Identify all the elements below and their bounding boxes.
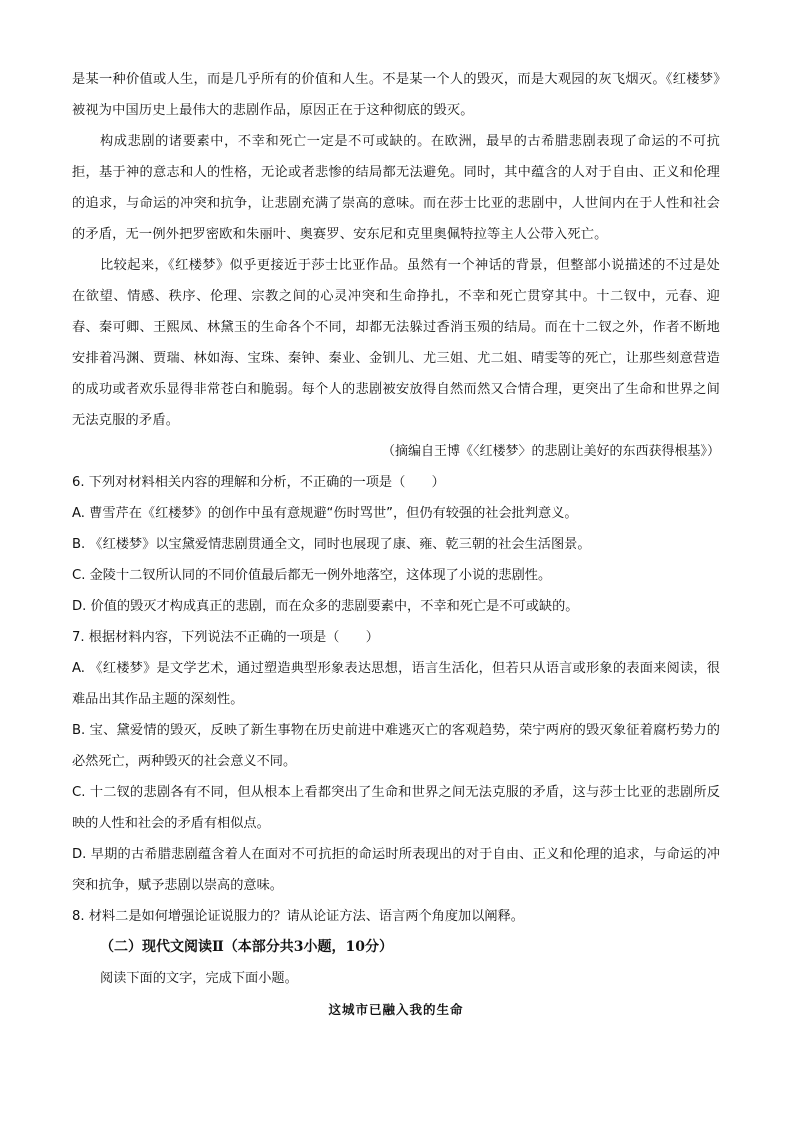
question-6-option-d: D. 价值的毁灭才构成真正的悲剧，而在众多的悲剧要素中，不幸和死亡是不可或缺的。	[72, 599, 579, 614]
question-6-stem: 6. 下列对材料相关内容的理解和分析，不正确的一项是（ ）	[72, 475, 445, 490]
question-6-option-b: B. 《红楼梦》以宝黛爱情悲剧贯通全文，同时也展现了康、雍、乾三朝的社会生活图景。	[72, 537, 591, 552]
question-8-stem: 8. 材料二是如何增强论证说服力的？请从论证方法、语言两个角度加以阐释。	[72, 909, 524, 924]
question-7-option-b: B. 宝、黛爱情的毁灭，反映了新生事物在历史前进中难逃灭亡的客观趋势，荣宁两府的毁灭象征着腐朽势力的必然死亡，两种毁灭的社会意义不同。	[72, 723, 720, 769]
question-6-option-a: A. 曹雪芹在《红楼梦》的创作中虽有意规避“伤时骂世”，但仍有较强的社会批判意义。	[72, 506, 578, 521]
question-6	[72, 467, 720, 622]
page-content	[72, 64, 720, 1025]
passage-source: （摘编自王博《〈红楼梦〉的悲剧让美好的东西获得根基》）	[381, 444, 720, 459]
passage-paragraph-3: 比较起来，《红楼梦》似乎更接近于莎士比亚作品。虽然有一个神话的背景，但整部小说描述的不过是处在欲望、情感、秩序、伦理、宗教之间的心灵冲突和生命挣扎，不幸和死亡贯穿其中。十二钗中，元春、迎春、秦可卿、王熙凤、林黛玉的生命各个不同，却都无法躲过香消玉殒的结局。而在十二钗之外，作者不断地安排着冯渊、贾瑞、林如海、宝珠、秦钟、秦业、金钏儿、尤三姐、尤二姐、晴雯等的死亡，让那些刻意营造的成功或者欢乐显得非常苍白和脆弱。每个人的悲剧被安放得自然而然又合情合理，更突出了生命和世界之间无法克服的矛盾。	[72, 258, 720, 428]
section-instruction: 阅读下面的文字，完成下面小题。	[100, 971, 298, 986]
passage-title: 这城市已融入我的生命	[328, 1002, 464, 1017]
section-heading: （二）现代文阅读Ⅱ（本部分共3小题，10分）	[100, 939, 394, 955]
question-7-option-d: D. 早期的古希腊悲剧蕴含着人在面对不可抗拒的命运时所表现出的对于自由、正义和伦理的追求，与命运的冲突和抗争，赋予悲剧以崇高的意味。	[72, 847, 720, 893]
question-7	[72, 622, 720, 901]
question-6-option-c: C. 金陵十二钗所认同的不同价值最后都无一例外地落空，这体现了小说的悲剧性。	[72, 568, 552, 583]
question-7-option-a: A. 《红楼梦》是文学艺术，通过塑造典型形象表达思想，语言生活化，但若只从语言或形象的表面来阅读，很难品出其作品主题的深刻性。	[72, 661, 720, 707]
question-7-stem: 7. 根据材料内容，下列说法不正确的一项是（ ）	[72, 630, 379, 645]
question-7-option-c: C. 十二钗的悲剧各有不同，但从根本上看都突出了生命和世界之间无法克服的矛盾，这与莎士比亚的悲剧所反映的人性和社会的矛盾有相似点。	[72, 785, 720, 831]
passage-paragraph-2: 构成悲剧的诸要素中，不幸和死亡一定是不可或缺的。在欧洲，最早的古希腊悲剧表现了命运的不可抗拒，基于神的意志和人的性格，无论或者悲惨的结局都无法避免。同时，其中蕴含的人对于自由、正义和伦理的追求，与命运的冲突和抗争，让悲剧充满了崇高的意味。而在莎士比亚的悲剧中，人世间内在于人性和社会的矛盾，无一例外把罗密欧和朱丽叶、奥赛罗、安东尼和克里奥佩特拉等主人公带入死亡。	[72, 134, 720, 242]
passage-paragraph-1: 是某一种价值或人生，而是几乎所有的价值和人生。不是某一个人的毁灭，而是大观园的灰飞烟灭。《红楼梦》被视为中国历史上最伟大的悲剧作品，原因正在于这种彻底的毁灭。	[72, 72, 720, 118]
